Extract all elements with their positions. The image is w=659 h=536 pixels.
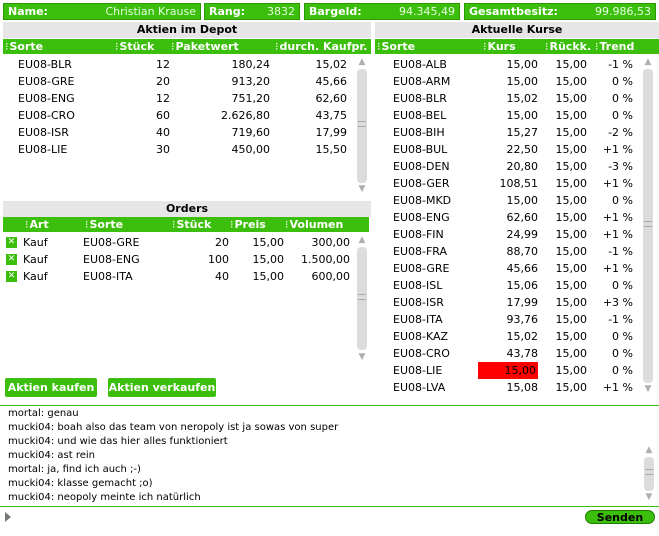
name-value: Christian Krause [105, 5, 196, 18]
kurs-row[interactable] [375, 379, 639, 396]
chat-message: mucki04: ast rein [8, 450, 96, 461]
rang-box [204, 3, 300, 20]
kurs-cell: 15,06 [506, 279, 538, 292]
kurse-panel [375, 22, 659, 398]
depot-row[interactable] [3, 73, 353, 90]
chat-message: mortal: ja, find ich auch ;-) [8, 464, 141, 475]
kurs-row[interactable] [375, 277, 639, 294]
kurs-cell: EU08-KAZ [393, 330, 449, 343]
kurs-cell: -3 % [608, 160, 633, 173]
rang-label: Rang: [209, 5, 245, 18]
depot-cell: 20 [156, 75, 170, 88]
cancel-order-icon[interactable]: ✕ [7, 237, 16, 247]
kurs-cell: EU08-GER [393, 177, 450, 190]
order-cell: 100 [208, 253, 229, 266]
kurs-cell: 15,00 [506, 75, 538, 88]
depot-col-kaufpreis[interactable]: ⁝ durch. Kaufpr. [275, 39, 367, 54]
depot-cell: 450,00 [231, 143, 270, 156]
order-cell: Kauf [23, 236, 48, 249]
orders-col-volumen[interactable]: ⁝ Volumen [285, 217, 343, 232]
depot-title: Aktien im Depot [3, 22, 371, 38]
kurs-cell: 108,51 [499, 177, 538, 190]
kurs-cell: +1 % [602, 143, 633, 156]
kurs-cell: 15,00 [555, 296, 587, 309]
depot-cell: 12 [156, 92, 170, 105]
order-row[interactable] [3, 234, 353, 251]
depot-scrollbar[interactable]: ▲ ▼ [355, 56, 368, 196]
kurs-cell: 15,00 [506, 109, 538, 122]
kurs-cell: 15,00 [555, 228, 587, 241]
depot-cell: 60 [156, 109, 170, 122]
kurs-cell: EU08-ARM [393, 75, 451, 88]
bargeld-label: Bargeld: [309, 5, 362, 18]
kurs-row[interactable] [375, 73, 639, 90]
depot-row[interactable] [3, 124, 353, 141]
chat-message: mucki04: boah also das team von neropoly ist ja sowas von super [8, 422, 339, 433]
kurs-cell: 15,00 [478, 362, 538, 379]
depot-cell: 62,60 [315, 92, 347, 105]
depot-cell: EU08-ENG [18, 92, 75, 105]
kurs-cell: EU08-ISR [393, 296, 444, 309]
order-cell: 1.500,00 [301, 253, 350, 266]
kurs-cell: 15,00 [555, 109, 587, 122]
depot-cell: 751,20 [231, 92, 270, 105]
kurs-cell: 0 % [612, 347, 633, 360]
bargeld-box [304, 3, 460, 20]
kurs-cell: 0 % [612, 364, 633, 377]
order-cell: 300,00 [311, 236, 350, 249]
kurs-cell: 0 % [612, 279, 633, 292]
orders-col-stueck[interactable]: ⁝ Stück [172, 217, 211, 232]
order-cell: 40 [215, 270, 229, 283]
kurs-row[interactable] [375, 107, 639, 124]
kurse-col-kurs[interactable]: ⁝ Kurs [483, 39, 516, 54]
kurs-cell: 0 % [612, 109, 633, 122]
chat-message: mortal: genau [8, 408, 79, 419]
kurse-col-rueckk[interactable]: ⁝ Rückk. [545, 39, 591, 54]
orders-title: Orders [3, 201, 371, 217]
kurs-cell: +3 % [602, 296, 633, 309]
order-cell: EU08-ENG [83, 253, 140, 266]
kurs-cell: 15,00 [555, 262, 587, 275]
rang-value: 3832 [267, 5, 295, 18]
kurs-cell: +1 % [602, 228, 633, 241]
depot-header [3, 39, 371, 54]
chat-log [0, 405, 659, 507]
kurs-cell: 17,99 [506, 296, 538, 309]
kurse-col-trend[interactable]: ⁝ Trend [595, 39, 634, 54]
order-cell: EU08-GRE [83, 236, 140, 249]
depot-col-stueck[interactable]: ⁝ Stück [115, 39, 154, 54]
cancel-order-icon[interactable]: ✕ [7, 254, 16, 264]
kurs-cell: 15,00 [555, 194, 587, 207]
kurs-cell: 15,00 [506, 194, 538, 207]
kurs-row[interactable] [375, 209, 639, 226]
bargeld-value: 94.345,49 [399, 5, 455, 18]
kurs-cell: 15,00 [555, 381, 587, 394]
kurs-row[interactable] [375, 294, 639, 311]
kurs-cell: 88,70 [506, 245, 538, 258]
chat-input[interactable] [14, 509, 580, 525]
kurs-row[interactable] [375, 56, 639, 73]
depot-cell: 12 [156, 58, 170, 71]
depot-cell: 43,75 [315, 109, 347, 122]
cancel-order-icon[interactable]: ✕ [7, 271, 16, 281]
orders-header [3, 217, 369, 232]
name-box [3, 3, 201, 20]
kurs-cell: EU08-ALB [393, 58, 447, 71]
kurs-cell: EU08-GRE [393, 262, 450, 275]
kurs-cell: 15,00 [555, 245, 587, 258]
depot-cell: 180,24 [231, 58, 270, 71]
kurs-cell: +1 % [602, 381, 633, 394]
kurs-cell: EU08-ISL [393, 279, 443, 292]
senden-button[interactable]: Senden [585, 510, 655, 524]
kurs-cell: EU08-BLR [393, 92, 447, 105]
kurs-cell: 93,76 [506, 313, 538, 326]
kurs-cell: 15,02 [506, 330, 538, 343]
depot-col-paketwert[interactable]: ⁝ Paketwert [171, 39, 239, 54]
orders-col-preis[interactable]: ⁝ Preis [230, 217, 266, 232]
kurs-cell: -1 % [608, 313, 633, 326]
kurs-cell: 43,78 [506, 347, 538, 360]
depot-cell: EU08-LIE [18, 143, 68, 156]
chat-message: mucki04: und wie das hier alles funktioniert [8, 436, 228, 447]
kurs-cell: EU08-ITA [393, 313, 443, 326]
depot-cell: 15,02 [315, 58, 347, 71]
depot-row[interactable] [3, 141, 353, 158]
depot-panel [3, 22, 371, 197]
depot-cell: 2.626,80 [221, 109, 270, 122]
orders-scrollbar[interactable]: ▲ ▼ [355, 234, 368, 363]
kurs-cell: 45,66 [506, 262, 538, 275]
kurs-cell: EU08-LVA [393, 381, 446, 394]
order-cell: 15,00 [252, 270, 284, 283]
depot-cell: 40 [156, 126, 170, 139]
kurs-cell: EU08-ENG [393, 211, 450, 224]
orders-col-sorte[interactable]: ⁝ Sorte [85, 217, 123, 232]
kurse-col-sorte[interactable]: ⁝ Sorte [377, 39, 415, 54]
kurs-cell: 15,27 [506, 126, 538, 139]
depot-row[interactable] [3, 90, 353, 107]
kurs-cell: 15,00 [555, 160, 587, 173]
order-row[interactable] [3, 268, 353, 285]
kurse-title: Aktuelle Kurse [375, 22, 659, 38]
gesamt-box [464, 3, 656, 20]
kurs-cell: 62,60 [506, 211, 538, 224]
depot-cell: 719,60 [231, 126, 270, 139]
kurs-cell: +1 % [602, 177, 633, 190]
depot-cell: 45,66 [315, 75, 347, 88]
kurs-cell: 15,00 [555, 143, 587, 156]
kurs-row[interactable] [375, 345, 639, 362]
depot-cell: 15,50 [315, 143, 347, 156]
gesamt-value: 99.986,53 [595, 5, 651, 18]
kurs-cell: 15,00 [555, 177, 587, 190]
kurs-row[interactable] [375, 226, 639, 243]
kurs-cell: 15,00 [555, 279, 587, 292]
kurs-cell: 15,00 [555, 58, 587, 71]
depot-cell: 30 [156, 143, 170, 156]
kurs-cell: 15,00 [555, 75, 587, 88]
kurs-row[interactable] [375, 175, 639, 192]
order-cell: 20 [215, 236, 229, 249]
depot-cell: 913,20 [231, 75, 270, 88]
kurs-cell: EU08-BUL [393, 143, 448, 156]
kurs-cell: 15,00 [555, 364, 587, 377]
aktien-kaufen-button[interactable]: Aktien kaufen [5, 378, 97, 397]
kurs-cell: EU08-BIH [393, 126, 445, 139]
kurse-scrollbar[interactable]: ▲ ▼ [641, 56, 654, 396]
kurs-cell: EU08-DEN [393, 160, 450, 173]
kurs-cell: -2 % [608, 126, 633, 139]
kurs-row[interactable] [375, 124, 639, 141]
orders-col-art[interactable]: ⁝ Art [25, 217, 49, 232]
kurs-row[interactable] [375, 260, 639, 277]
kurs-cell: 0 % [612, 92, 633, 105]
kurs-cell: 15,00 [555, 92, 587, 105]
orders-panel [3, 201, 371, 364]
depot-cell: EU08-GRE [18, 75, 75, 88]
kurs-row[interactable] [375, 311, 639, 328]
kurs-row[interactable] [375, 243, 639, 260]
kurs-cell: EU08-MKD [393, 194, 452, 207]
kurs-cell: 22,50 [506, 143, 538, 156]
chat-message: mucki04: klasse gemacht ;o) [8, 478, 153, 489]
kurs-cell: 15,00 [555, 211, 587, 224]
aktien-verkaufen-button[interactable]: Aktien verkaufen [108, 378, 216, 397]
gesamt-label: Gesamtbesitz: [469, 5, 558, 18]
kurs-cell: 0 % [612, 330, 633, 343]
kurs-cell: 0 % [612, 75, 633, 88]
kurs-cell: 15,00 [555, 126, 587, 139]
depot-row[interactable] [3, 56, 353, 73]
depot-cell: EU08-BLR [18, 58, 72, 71]
order-cell: 600,00 [311, 270, 350, 283]
kurs-cell: 15,02 [506, 92, 538, 105]
name-label: Name: [8, 5, 48, 18]
kurs-row[interactable] [375, 192, 639, 209]
kurs-cell: EU08-BEL [393, 109, 447, 122]
kurs-row[interactable] [375, 362, 639, 379]
chat-message: mucki04: neopoly meinte ich natürlich [8, 492, 201, 503]
kurs-cell: 15,00 [506, 58, 538, 71]
depot-row[interactable] [3, 107, 353, 124]
depot-cell: 17,99 [315, 126, 347, 139]
order-cell: Kauf [23, 270, 48, 283]
order-cell: 15,00 [252, 253, 284, 266]
kurse-header [375, 39, 659, 54]
order-cell: Kauf [23, 253, 48, 266]
chat-prompt-icon [5, 512, 11, 522]
kurs-cell: EU08-FRA [393, 245, 448, 258]
kurs-cell: 24,99 [506, 228, 538, 241]
kurs-cell: 15,00 [555, 347, 587, 360]
depot-cell: EU08-ISR [18, 126, 69, 139]
kurs-cell: EU08-FIN [393, 228, 444, 241]
kurs-row[interactable] [375, 328, 639, 345]
kurs-row[interactable] [375, 141, 639, 158]
depot-cell: EU08-CRO [18, 109, 75, 122]
kurs-cell: EU08-LIE [393, 364, 443, 377]
kurs-cell: -1 % [608, 58, 633, 71]
order-cell: 15,00 [252, 236, 284, 249]
depot-col-sorte[interactable]: ⁝ Sorte [5, 39, 43, 54]
chat-scrollbar[interactable]: ▲ ▼ [642, 444, 655, 504]
kurs-cell: -1 % [608, 245, 633, 258]
kurs-cell: 15,08 [506, 381, 538, 394]
kurs-cell: 15,00 [555, 330, 587, 343]
kurs-row[interactable] [375, 158, 639, 175]
kurs-cell: EU08-CRO [393, 347, 450, 360]
kurs-cell: +1 % [602, 262, 633, 275]
kurs-cell: 15,00 [555, 313, 587, 326]
order-cell: EU08-ITA [83, 270, 133, 283]
order-row[interactable] [3, 251, 353, 268]
kurs-cell: 0 % [612, 194, 633, 207]
kurs-cell: 20,80 [506, 160, 538, 173]
kurs-row[interactable] [375, 90, 639, 107]
kurs-cell: +1 % [602, 211, 633, 224]
